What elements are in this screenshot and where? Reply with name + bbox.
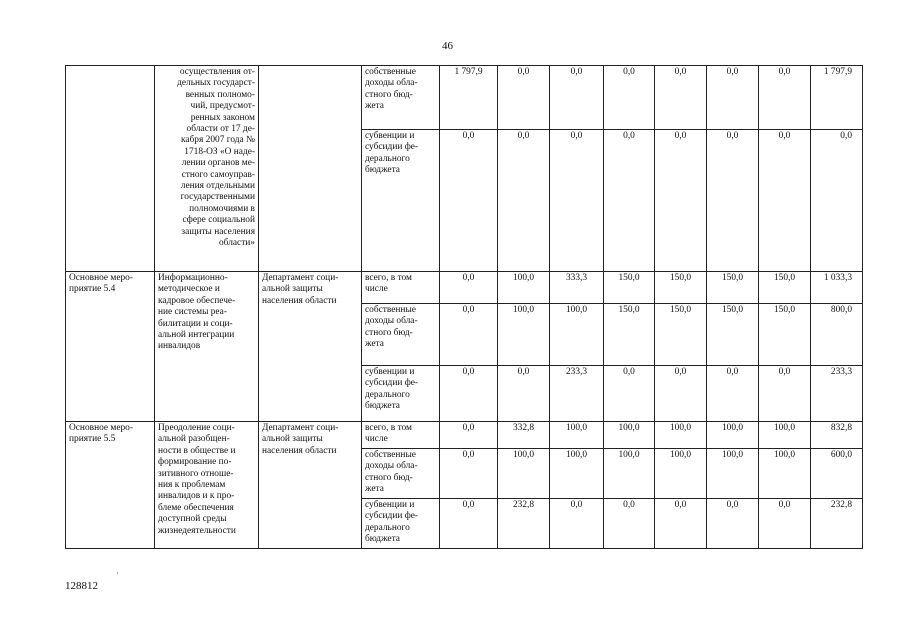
value-cell: 100,0	[707, 449, 759, 499]
scan-mark: ·	[116, 569, 119, 578]
description-cell: Преодоление соци- альной разобщен- ности в обществе и формирование по- зитивного отноше- ния к проблемам инвалидов и к про- блеме обеспечения доступной среды жизнедеятельности	[155, 422, 259, 549]
source-cell: субвенции и субсидии фе- дерального бюджета	[362, 366, 440, 422]
value-cell: 100,0	[759, 449, 811, 499]
description-cell: Информационно- методическое и кадровое обеспече- ние системы реа- билитации и соци- альной интеграции инвалидов	[155, 272, 259, 422]
value-cell: 232,8	[498, 499, 550, 549]
value-cell: 0,0	[604, 499, 655, 549]
event-cell: Основное меро- приятие 5.4	[66, 272, 155, 422]
value-cell: 100,0	[707, 422, 759, 449]
value-cell: 0,0	[440, 422, 498, 449]
value-cell: 100,0	[759, 422, 811, 449]
value-cell: 150,0	[655, 304, 707, 366]
value-cell: 0,0	[550, 66, 604, 130]
value-cell: 100,0	[550, 422, 604, 449]
table-row	[66, 272, 863, 304]
total-cell: 0,0	[811, 130, 863, 272]
value-cell: 100,0	[655, 449, 707, 499]
total-cell: 600,0	[811, 449, 863, 499]
value-cell: 0,0	[604, 66, 655, 130]
total-cell: 232,8	[811, 499, 863, 549]
value-cell: 100,0	[498, 272, 550, 304]
total-cell: 800,0	[811, 304, 863, 366]
value-cell: 0,0	[604, 366, 655, 422]
value-cell: 150,0	[604, 304, 655, 366]
value-cell: 100,0	[498, 449, 550, 499]
total-cell: 832,8	[811, 422, 863, 449]
value-cell: 0,0	[498, 366, 550, 422]
total-cell: 233,3	[811, 366, 863, 422]
total-cell: 1 033,3	[811, 272, 863, 304]
value-cell: 0,0	[440, 499, 498, 549]
source-cell: субвенции и субсидии фе- дерального бюджета	[362, 130, 440, 272]
value-cell: 0,0	[707, 499, 759, 549]
value-cell: 0,0	[759, 366, 811, 422]
value-cell: 0,0	[707, 130, 759, 272]
value-cell: 100,0	[550, 304, 604, 366]
value-cell: 332,8	[498, 422, 550, 449]
value-cell: 150,0	[707, 304, 759, 366]
value-cell: 150,0	[759, 304, 811, 366]
total-cell: 1 797,9	[811, 66, 863, 130]
source-cell: собственные доходы обла- стного бюд- жета	[362, 449, 440, 499]
value-cell: 0,0	[759, 66, 811, 130]
document-code: 128812	[65, 580, 98, 592]
source-cell: собственные доходы обла- стного бюд- жета	[362, 304, 440, 366]
executor-cell	[259, 66, 362, 272]
value-cell: 100,0	[604, 422, 655, 449]
value-cell: 1 797,9	[440, 66, 498, 130]
value-cell: 0,0	[440, 272, 498, 304]
value-cell: 0,0	[440, 304, 498, 366]
value-cell: 100,0	[655, 422, 707, 449]
page-number: 46	[442, 40, 453, 52]
value-cell: 150,0	[707, 272, 759, 304]
value-cell: 0,0	[707, 66, 759, 130]
value-cell: 0,0	[550, 130, 604, 272]
description-cell: осуществления от- дельных государст- венных полномо- чий, предусмот- ренных законом области от 17 де- кабря 2007 года № 1718-ОЗ «О наде- лении органов ме- стного самоуправ- ления отдельными государственными полномочиями в сфере социальной защиты населения области»	[155, 66, 259, 272]
value-cell: 0,0	[707, 366, 759, 422]
value-cell: 0,0	[440, 130, 498, 272]
event-cell	[66, 66, 155, 272]
value-cell: 150,0	[655, 272, 707, 304]
value-cell: 100,0	[498, 304, 550, 366]
value-cell: 150,0	[604, 272, 655, 304]
value-cell: 100,0	[550, 449, 604, 499]
value-cell: 0,0	[498, 66, 550, 130]
value-cell: 0,0	[550, 499, 604, 549]
source-cell: всего, в том числе	[362, 422, 440, 449]
executor-cell: Департамент соци- альной защиты населения области	[259, 422, 362, 549]
executor-cell: Департамент соци- альной защиты населения области	[259, 272, 362, 422]
value-cell: 0,0	[655, 66, 707, 130]
value-cell: 0,0	[440, 449, 498, 499]
value-cell: 0,0	[759, 499, 811, 549]
event-cell: Основное меро- приятие 5.5	[66, 422, 155, 549]
source-cell: субвенции и субсидии фе- дерального бюджета	[362, 499, 440, 549]
table-row	[66, 66, 863, 130]
value-cell: 150,0	[759, 272, 811, 304]
table-row	[66, 422, 863, 449]
value-cell: 0,0	[440, 366, 498, 422]
budget-table	[65, 65, 863, 549]
value-cell: 0,0	[655, 130, 707, 272]
value-cell: 0,0	[604, 130, 655, 272]
value-cell: 0,0	[498, 130, 550, 272]
value-cell: 333,3	[550, 272, 604, 304]
value-cell: 233,3	[550, 366, 604, 422]
value-cell: 0,0	[655, 366, 707, 422]
value-cell: 0,0	[655, 499, 707, 549]
value-cell: 100,0	[604, 449, 655, 499]
value-cell: 0,0	[759, 130, 811, 272]
source-cell: собственные доходы обла- стного бюд- жета	[362, 66, 440, 130]
source-cell: всего, в том числе	[362, 272, 440, 304]
